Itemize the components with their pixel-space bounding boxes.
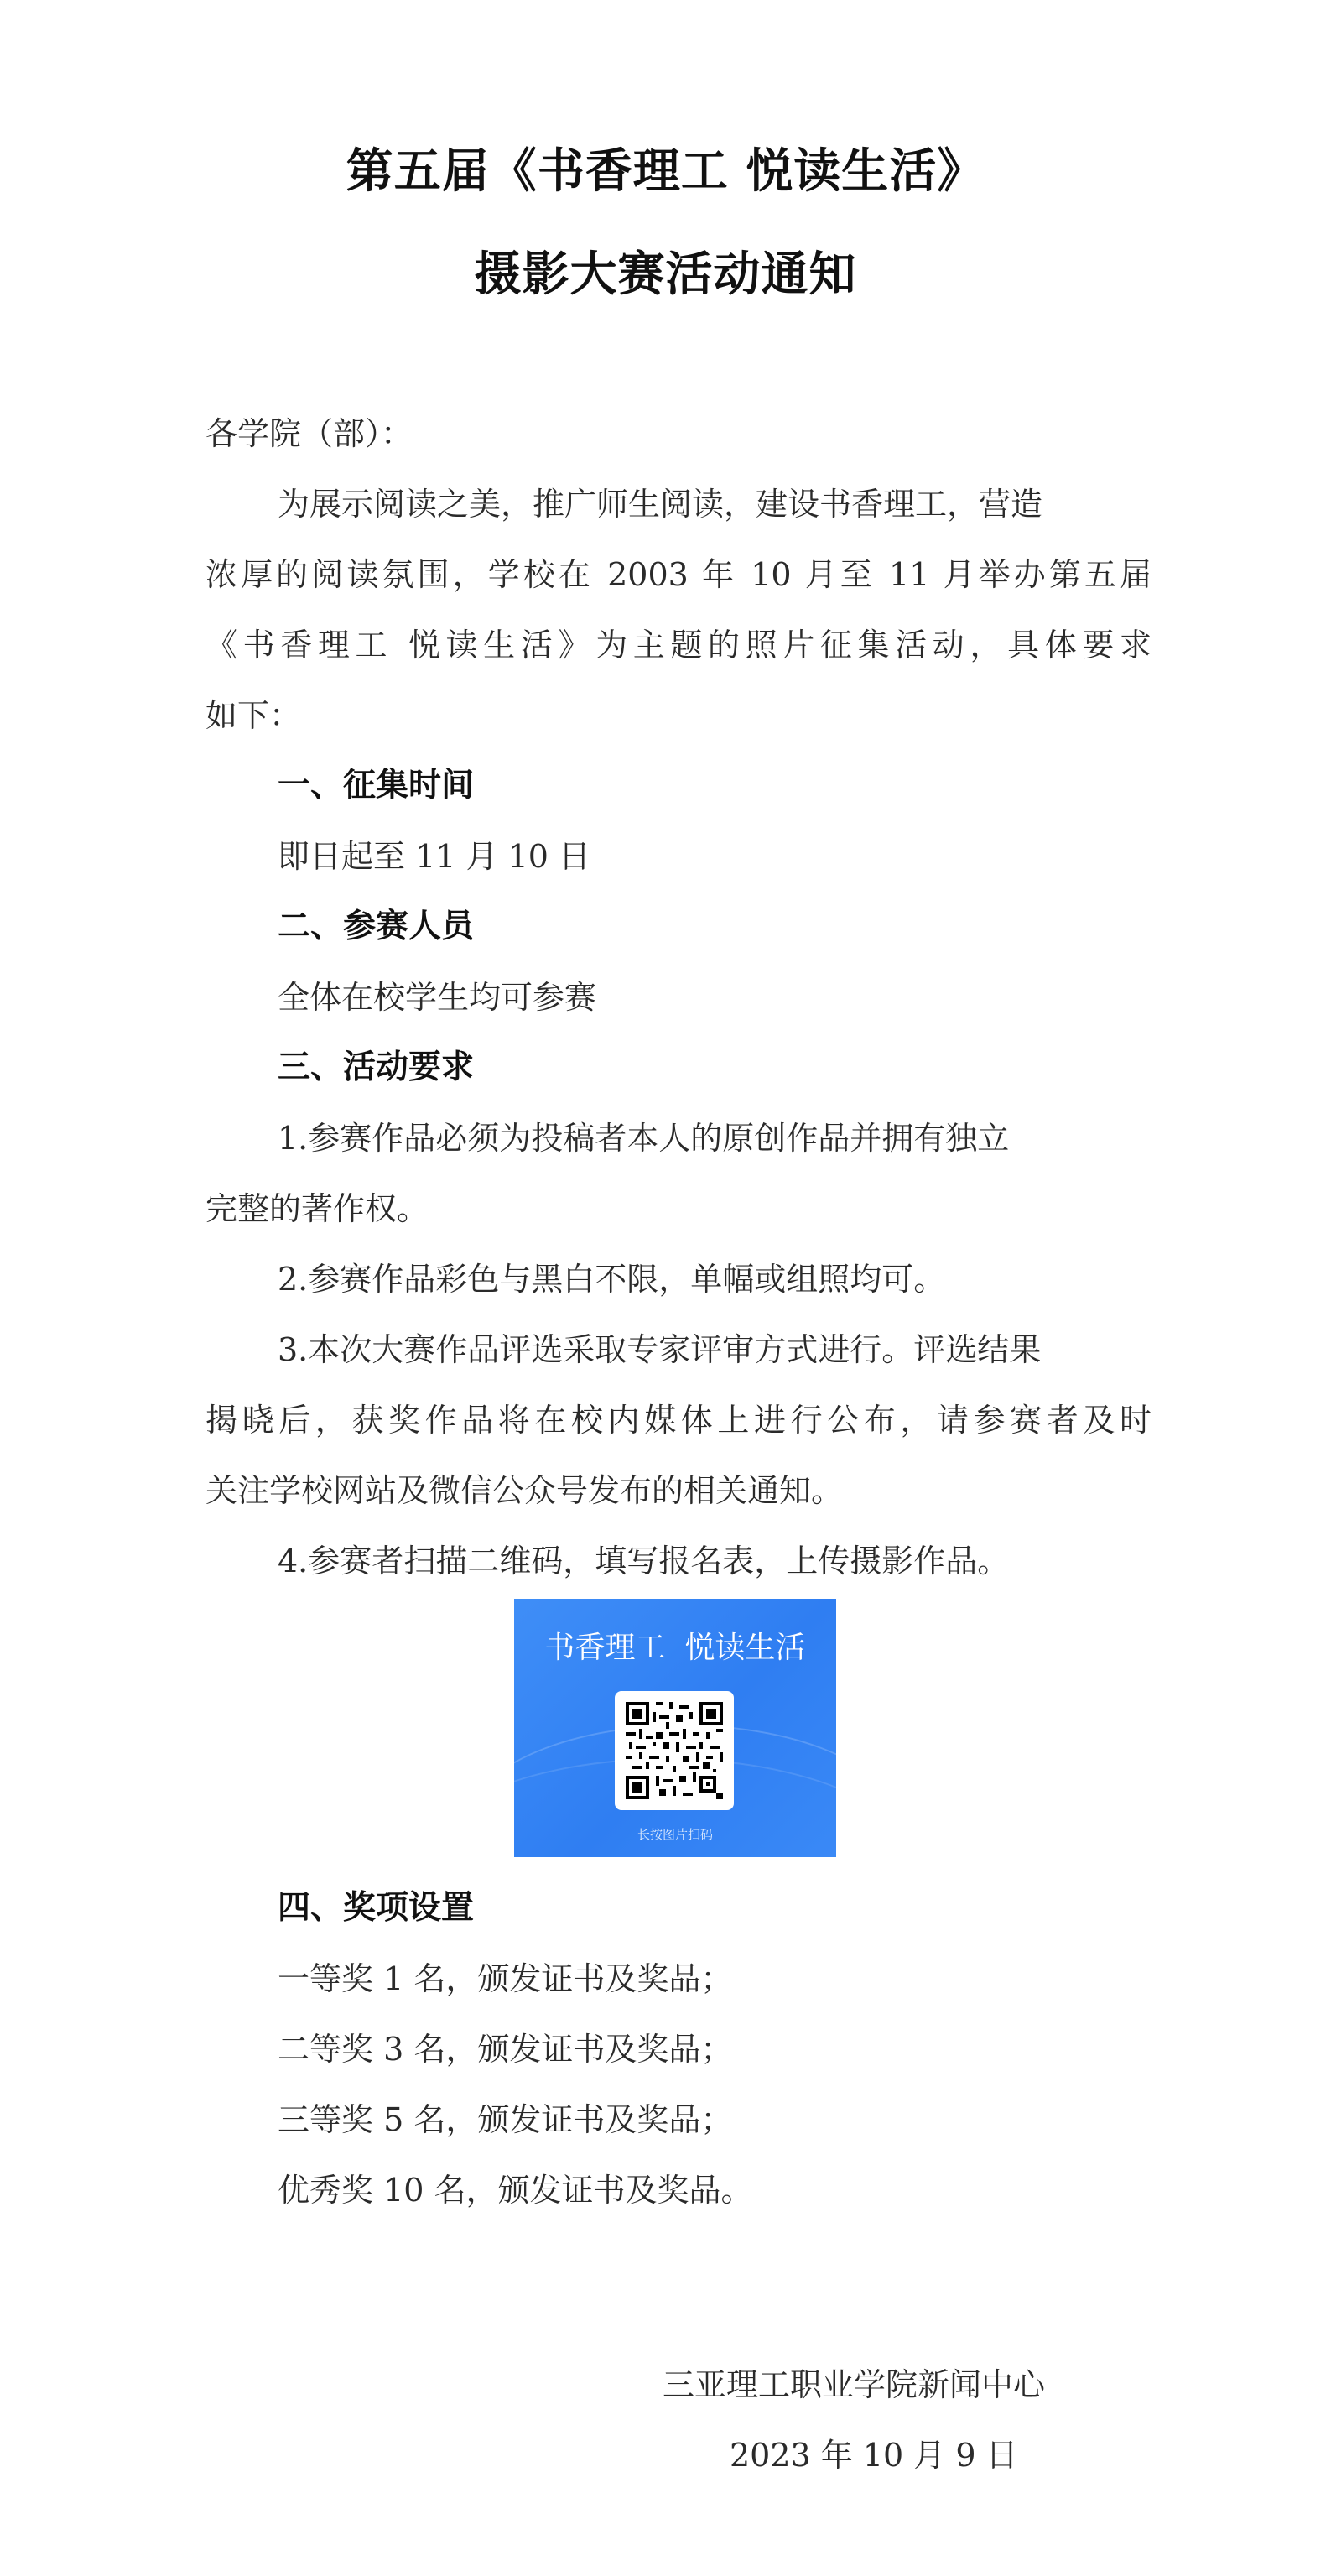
requirement-1-line-1: 1.参赛作品必须为投稿者本人的原创作品并拥有独立 xyxy=(278,1120,1010,1157)
requirement-2: 2.参赛作品彩色与黑白不限，单幅或组照均可。 xyxy=(278,1261,946,1298)
requirement-3-line-2: 揭晓后，获奖作品将在校内媒体上进行公布，请参赛者及时 xyxy=(205,1402,1152,1439)
collection-time-text: 即日起至 11 月 10 日 xyxy=(278,838,591,875)
section-heading-awards: 四、奖项设置 xyxy=(278,1889,475,1927)
salutation: 各学院（部）： xyxy=(205,415,413,452)
section-heading-participants: 二、参赛人员 xyxy=(278,908,475,945)
section-heading-collection-time: 一、征集时间 xyxy=(278,767,475,804)
award-third-prize: 三等奖 5 名，颁发证书及奖品； xyxy=(278,2101,733,2138)
requirement-4: 4.参赛者扫描二维码，填写报名表，上传摄影作品。 xyxy=(278,1543,1010,1579)
section-heading-requirements: 三、活动要求 xyxy=(278,1049,475,1086)
document-title: 第五届《书香理工 悦读生活》 xyxy=(346,143,985,199)
signature-date: 2023 年 10 月 9 日 xyxy=(730,2437,1018,2474)
award-excellence-prize: 优秀奖 10 名，颁发证书及奖品。 xyxy=(278,2172,753,2209)
document-subtitle: 摄影大赛活动通知 xyxy=(474,247,857,302)
requirement-1-line-2: 完整的著作权。 xyxy=(205,1190,429,1227)
qr-card-title: 书香理工 悦读生活 xyxy=(544,1631,806,1665)
intro-line-2: 浓厚的阅读氛围，学校在 2003 年 10 月至 11 月举办第五届 xyxy=(205,556,1152,593)
requirement-3-line-1: 3.本次大赛作品评选采取专家评审方式进行。评选结果 xyxy=(278,1331,1042,1368)
signature-organization: 三亚理工职业学院新闻中心 xyxy=(663,2366,1046,2403)
qr-code-icon[interactable] xyxy=(615,1691,734,1810)
requirement-3-line-3: 关注学校网站及微信公众号发布的相关通知。 xyxy=(205,1472,844,1509)
award-first-prize: 一等奖 1 名，颁发证书及奖品； xyxy=(278,1960,733,1997)
award-second-prize: 二等奖 3 名，颁发证书及奖品； xyxy=(278,2031,733,2068)
qr-card-caption: 长按图片扫码 xyxy=(637,1827,713,1842)
intro-line-3: 《书香理工 悦读生活》为主题的照片征集活动，具体要求 xyxy=(205,627,1152,664)
qr-code-graphic xyxy=(626,1702,723,1799)
intro-line-4: 如下： xyxy=(205,697,302,734)
qr-code-card[interactable] xyxy=(514,1599,836,1857)
participants-text: 全体在校学生均可参赛 xyxy=(278,979,597,1016)
intro-line-1: 为展示阅读之美，推广师生阅读，建设书香理工，营造 xyxy=(278,486,1043,523)
